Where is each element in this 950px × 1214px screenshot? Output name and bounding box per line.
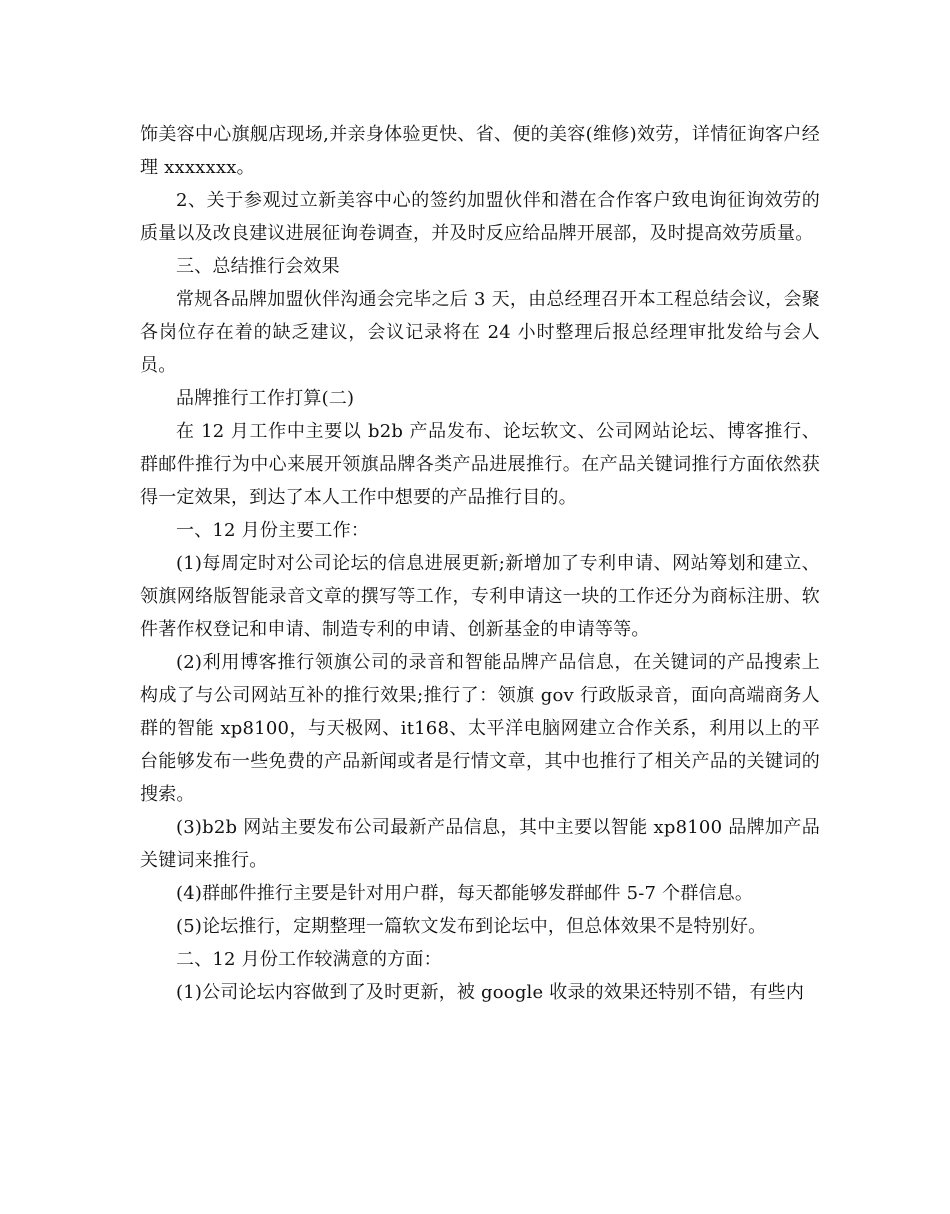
paragraph-intro: 在 12 月工作中主要以 b2b 产品发布、论坛软文、公司网站论坛、博客推行、群邮件推行为中心来展开领旗品牌各类产品进展推行。在产品关键词推行方面依然获得一定效果，到达了本人工作中想要的产品推行目的。: [140, 421, 820, 508]
paragraph-item-2: 2、关于参观过立新美容中心的签约加盟伙伴和潜在合作客户致电询征询效劳的质量以及改良建议进展征询卷调查，并及时反应给品牌开展部，及时提高效劳质量。: [140, 190, 820, 244]
document-body: [140, 118, 820, 1009]
list-item-1-partial: (1)公司论坛内容做到了及时更新，被 google 收录的效果还特别不错，有些内: [176, 982, 805, 1003]
list-item-2: (2)利用博客推行领旗公司的录音和智能品牌产品信息，在关键词的产品搜索上构成了与公司网站互补的推行效果;推行了：领旗 gov 行政版录音，面向高端商务人群的智能 xp8100，与天极网、it168、太平洋电脑网建立合作关系，利用以上的平台能够发布一些免费的产品新闻或者是行情文章，其中也推行了相关产品的关键词的搜索。: [140, 652, 820, 805]
paragraph-continuation: 饰美容中心旗舰店现场,并亲身体验更快、省、便的美容(维修)效劳，详情征询客户经理 xxxxxxx。: [140, 124, 820, 178]
list-item-4: (4)群邮件推行主要是针对用户群，每天都能够发群邮件 5-7 个群信息。: [176, 883, 754, 904]
article-title: 品牌推行工作打算(二): [176, 388, 355, 409]
list-item-5: (5)论坛推行，定期整理一篇软文发布到论坛中，但总体效果不是特别好。: [176, 916, 767, 937]
paragraph-summary: 常规各品牌加盟伙伴沟通会完毕之后 3 天，由总经理召开本工程总结会议，会聚各岗位存在着的缺乏建议，会议记录将在 24 小时整理后报总经理审批发给与会人员。: [140, 289, 820, 376]
list-item-1: (1)每周定时对公司论坛的信息进展更新;新增加了专利申请、网站筹划和建立、领旗网络版智能录音文章的撰写等工作，专利申请这一块的工作还分为商标注册、软件著作权登记和申请、制造专利的申请、创新基金的申请等等。: [140, 553, 820, 640]
section-heading-3: 三、总结推行会效果: [176, 256, 340, 277]
section-heading-2: 二、12 月份工作较满意的方面：: [176, 949, 442, 970]
section-heading-1: 一、12 月份主要工作：: [176, 520, 370, 541]
list-item-3: (3)b2b 网站主要发布公司最新产品信息，其中主要以智能 xp8100 品牌加产品关键词来推行。: [140, 817, 820, 871]
